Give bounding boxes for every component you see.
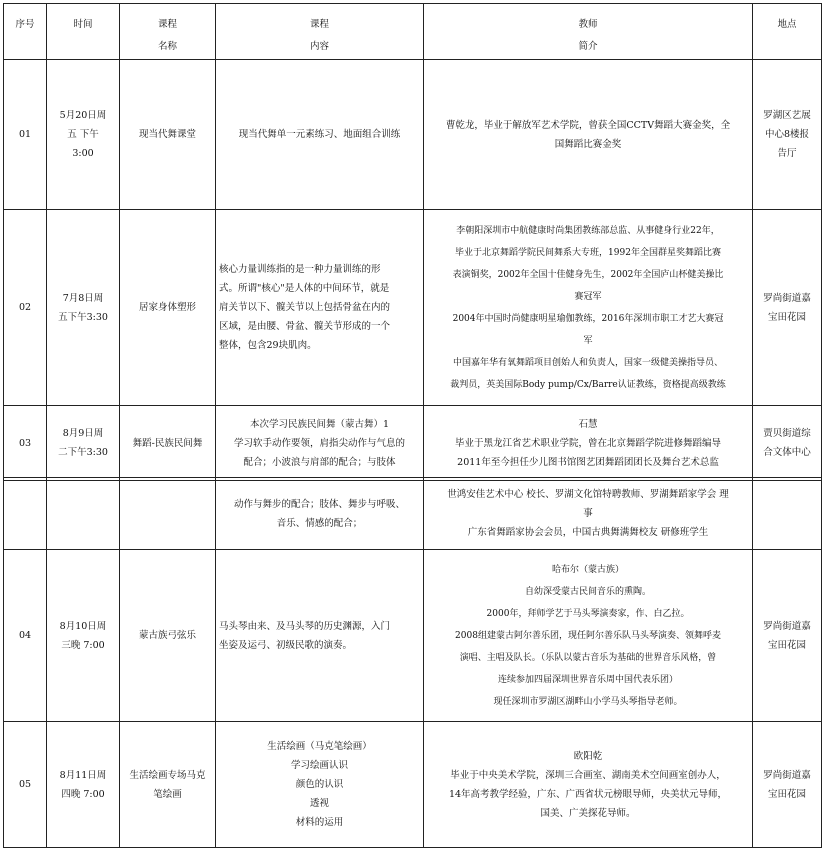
row-teacher-intro: 石慧 毕业于黑龙江省艺术职业学院，曾在北京舞蹈学院进修舞蹈编导 2011年至今担任少儿图书馆图艺团舞蹈团团长及舞台艺术总监 — [424, 406, 753, 481]
row-teacher-intro: 世鸿安佳艺术中心 校长、罗湖文化馆特聘教师、罗湖舞蹈家学会 理 事 广东省舞蹈家协会会员，中国古典舞满舞校友 研修班学生 — [424, 478, 753, 550]
row-seq: 02 — [4, 210, 47, 406]
row-course-content: 马头琴由来、及马头琴的历史渊源，入门 坐姿及运弓、初级民歌的演奏。 — [216, 550, 424, 722]
row-course-name: 舞蹈-民族民间舞 — [120, 406, 216, 481]
header-course-content: 课程 内容 — [216, 4, 424, 60]
row-course-name-empty — [120, 478, 216, 550]
header-teacher-intro: 教师 简介 — [424, 4, 753, 60]
row-course-name: 生活绘画专场马克 笔绘画 — [120, 722, 216, 848]
table-row — [4, 722, 822, 848]
table-row — [4, 60, 822, 210]
row-teacher-intro: 哈布尔（蒙古族） 自幼深受蒙古民间音乐的熏陶。 2000年，拜师学艺于马头琴演奏家，作、白乙拉。 2008组建蒙古阿尔善乐团，现任阿尔善乐队马头琴演奏、领舞呼麦 演唱、主唱及队长。（乐队以蒙古音乐为基础的世界音乐风格，曾 连续参加四届深圳世界音乐周中国代表乐团） 现任深圳市罗湖区湖畔山小学马头琴指导老师。 — [424, 550, 753, 722]
row-time: 8月10日周 三晚 7:00 — [47, 550, 120, 722]
row-course-name: 居家身体塑形 — [120, 210, 216, 406]
row-course-content: 本次学习民族民间舞（蒙古舞）1 学习软手动作要领，肩指尖动作与气息的 配合；小波浪与肩部的配合；与肢体 — [216, 406, 424, 481]
row-location-empty — [753, 478, 822, 550]
row-course-name: 蒙古族弓弦乐 — [120, 550, 216, 722]
row-course-content: 现当代舞单一元素练习、地面组合训练 — [216, 60, 424, 210]
row-location: 罗尚街道嘉 宝田花园 — [753, 550, 822, 722]
row-teacher-intro: 李朝阳深圳市中航健康时尚集团教练部总监、从事健身行业22年， 毕业于北京舞蹈学院民间舞系大专班，1992年全国群星奖舞蹈比赛 表演铜奖，2002年全国十佳健身先生，2002年全国庐山杯健美操比 赛冠军 2004年中国时尚健康明星瑜伽教练，2016年深圳市职工才艺大赛冠 军 中国嘉年华有氧舞蹈项目创始人和负责人，国家一级健美操指导员、 裁判员，英美国际Body pump/Cx/Barre认证教练，资格提高级教练 — [424, 210, 753, 406]
table-row — [4, 210, 822, 406]
row-course-content: 核心力量训练指的是一种力量训练的形 式。所谓"核心"是人体的中间环节，就是 肩关节以下、髋关节以上包括骨盆在内的 区域，是由腰、骨盆、髋关节形成的一个 整体，包含29块肌肉。 — [216, 210, 424, 406]
table-header-row — [4, 4, 822, 60]
row-location: 贾贝街道综 合文体中心 — [753, 406, 822, 481]
header-course-name: 课程 名称 — [120, 4, 216, 60]
table-row — [4, 550, 822, 722]
row-location: 罗湖区艺展 中心8楼报 告厅 — [753, 60, 822, 210]
row-course-content: 生活绘画（马克笔绘画） 学习绘画认识 颜色的认识 透视 材料的运用 — [216, 722, 424, 848]
row-seq: 03 — [4, 406, 47, 481]
row-teacher-intro: 曹乾龙，毕业于解放军艺术学院，曾获全国CCTV舞蹈大赛金奖，全 国舞蹈比赛金奖 — [424, 60, 753, 210]
continuation-row — [4, 478, 822, 550]
row-time: 8月9日周 二下午3:30 — [47, 406, 120, 481]
row-course-content: 动作与舞步的配合；肢体、舞步与呼吸、 音乐、情感的配合； — [216, 478, 424, 550]
row-time: 8月11日周 四晚 7:00 — [47, 722, 120, 848]
schedule-table-page2 — [3, 477, 822, 848]
header-seq: 序号 — [4, 4, 47, 60]
row-teacher-intro: 欧阳乾 毕业于中央美术学院，深圳三合画室、湖南美术空间画室创办人， 14年高考教学经验，广东、广西省状元榜眼导师，央美状元导师， 国美、广美探花导师。 — [424, 722, 753, 848]
row-time: 5月20日周 五 下午 3:00 — [47, 60, 120, 210]
table-row — [4, 406, 822, 481]
header-location: 地点 — [753, 4, 822, 60]
schedule-table-page1 — [3, 3, 822, 481]
row-location: 罗尚街道嘉 宝田花园 — [753, 210, 822, 406]
row-time: 7月8日周 五下午3:30 — [47, 210, 120, 406]
row-seq: 05 — [4, 722, 47, 848]
row-seq: 04 — [4, 550, 47, 722]
row-course-name: 现当代舞课堂 — [120, 60, 216, 210]
row-seq: 01 — [4, 60, 47, 210]
header-time: 时间 — [47, 4, 120, 60]
row-seq-empty — [4, 478, 47, 550]
row-time-empty — [47, 478, 120, 550]
row-location: 罗尚街道嘉 宝田花园 — [753, 722, 822, 848]
